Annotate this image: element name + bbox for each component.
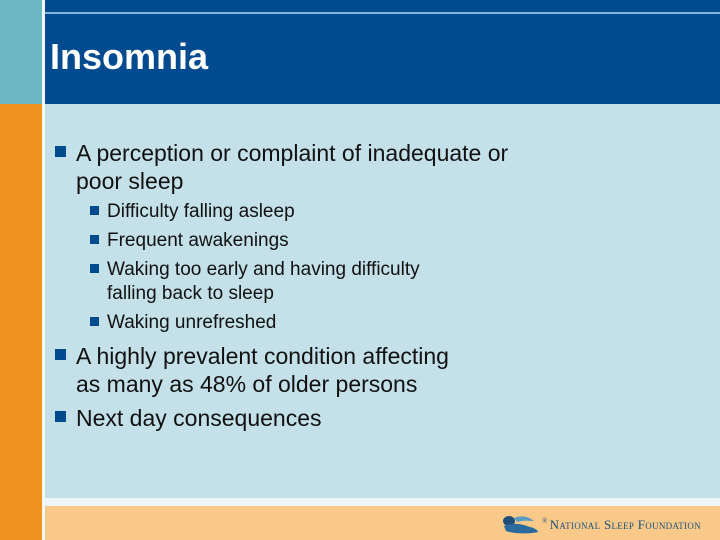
sleeping-figure-icon	[500, 512, 540, 536]
sub-bullet-item: Waking unrefreshed	[107, 312, 277, 333]
sub-bullet-item-continuation: falling back to sleep	[107, 283, 274, 304]
logo-text: ® National Sleep Foundation	[542, 517, 701, 532]
slide-title: Insomnia	[50, 36, 209, 77]
left-orange-block	[0, 104, 42, 540]
bullet-item-continuation: as many as 48% of older persons	[76, 371, 418, 397]
bullet-marker	[55, 411, 66, 422]
bullet-marker	[55, 349, 66, 360]
left-teal-block	[0, 0, 42, 104]
footer-divider	[45, 498, 720, 506]
bullet-item: A highly prevalent condition affecting	[76, 343, 449, 369]
sub-bullet-item: Difficulty falling asleep	[107, 201, 295, 222]
sub-bullet-item: Frequent awakenings	[107, 230, 289, 251]
bullet-item-continuation: poor sleep	[76, 168, 184, 194]
sub-bullet-marker	[90, 264, 99, 273]
title-accent-line	[45, 12, 720, 14]
sub-bullet-marker	[90, 235, 99, 244]
sub-bullet-marker	[90, 317, 99, 326]
bullet-item: A perception or complaint of inadequate or	[76, 140, 509, 166]
sub-bullet-item: Waking too early and having difficulty	[107, 259, 420, 280]
sub-bullet-marker	[90, 206, 99, 215]
bullet-item: Next day consequences	[76, 405, 322, 431]
bullet-marker	[55, 146, 66, 157]
foundation-logo	[500, 510, 716, 538]
